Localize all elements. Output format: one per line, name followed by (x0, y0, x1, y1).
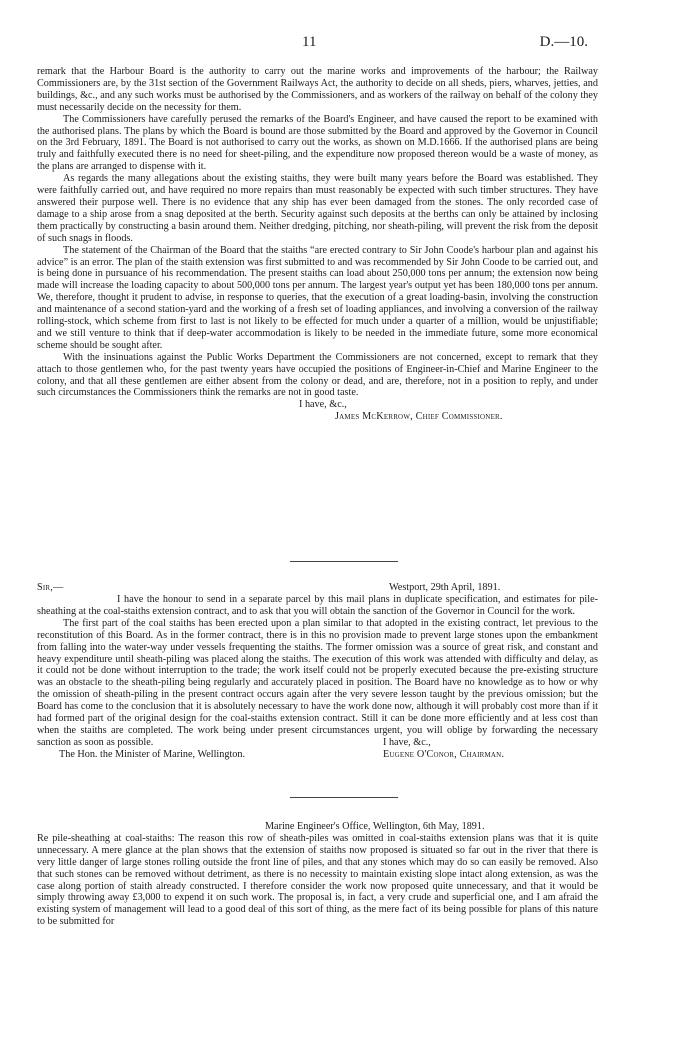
commissioners-letter (37, 66, 598, 423)
paragraph: The statement of the Chairman of the Board that the staiths “are erected contrary to Sir John Coode's harbour plan and against his advice” is an error. The plan of the staith extension was first submitted to and was recommended by Sir John Coode to be carried out, and is being done in pursuance of his recommendation. The present staiths can load about 250,000 tons per annum; the extension now being made will increase the loading capacity to about 500,000 tons per annum. The largest year's output yet has been 180,000 tons per annum. We, therefore, thought it prudent to advise, in response to queries, that the execution of a great loading-basin, involving the construction and maintenance of a second station-yard and the working of a fresh set of loading appliances, and involving a conversion of the railway rolling-stock, which scheme from first to last is not likely to be effected for much under a quarter of a million, would be unjustifiable; and we still venture to think that if deep-water accommodation is likely to be needed in the immediate future, some more economical scheme should be sought after. (37, 244, 598, 351)
closing: I have, &c., (299, 399, 347, 411)
paragraph: remark that the Harbour Board is the authority to carry out the marine works and improvements of the harbour; the Railway Commissioners are, by the 31st section of the Government Railways Act, the authority to decide on all sheds, piers, wharves, jetties, and buildings, &c., and any such works must be authorised by the Commissioners, and as workers of the railway on behalf of the colony they must necessarily decide on the necessity for them. (37, 66, 598, 113)
section-divider (290, 797, 398, 798)
letter-heading-row (37, 582, 598, 594)
engineer-memo (37, 821, 598, 928)
document-reference: D.—10. (539, 34, 588, 50)
paragraph: As regards the many allegations about the existing staiths, they were built many years before the Board was established. They were faithfully carried out, and have required no more repairs than must reasonably be expected with such timber structures. They have answered their purpose well. There is no evidence that any ship has ever been damaged from the stones. The only recorded case of damage to a ship arose from a snag deposited at the berth. Security against such deposits at the berths can only be attained by inclosing them practically by constructing a basin around them. Neither dredging, pitching, nor sheath-piling, will prevent the risk from the deposit of such snags in floods. (37, 173, 598, 244)
chairman-letter (37, 582, 598, 761)
section-divider (290, 561, 398, 562)
page-header (0, 34, 700, 54)
closing: I have, &c., (383, 736, 431, 748)
addressee: The Hon. the Minister of Marine, Wellington. (59, 748, 246, 760)
paragraph: I have the honour to send in a separate parcel by this mail plans in duplicate specification, and estimates for pile-sheathing at the coal-staiths extension contract, and to ask that you will obtain the sanction of the Governor in Council for the work. (37, 594, 598, 617)
paragraph: The Commissioners have carefully perused the remarks of the Board's Engineer, and have caused the report to be examined with the authorised plans. The plans by which the Board is bound are those submitted by the Board and approved by the Governor in Council on the 3rd February, 1891. The Board is not authorised to carry out the works, as shown on M.D.1666. If the authorised plans are being truly and faithfully executed there is no need for sheet-piling, and the expenditure now proposed thereon would be a waste of money, as the plans are arranged to dispense with it. (37, 113, 598, 173)
closing-row (37, 736, 598, 761)
paragraph: With the insinuations against the Public Works Department the Commissioners are not concerned, except to remark that they attach to those gentlemen who, for the past twenty years have occupied the positions of Engineer-in-Chief and Marine Engineer to the colony, and that all these gentlemen are either absent from the colony or dead, and are, therefore, not in a position to reply, and under such circumstances the Commissioners think the remarks are not in good taste. (37, 351, 598, 399)
paragraph: Re pile-sheathing at coal-staiths: The reason this row of sheath-piles was omitted in coal-staiths extension plans was that it is quite unnecessary. A mere glance at the plan shows that the extension of staiths now proposed is situated so far out in the river that there is very little danger of large stones rolling outside the front line of piles, and that any stones which may do so can easily be removed. Also that such stones can be removed without detriment, as there is no necessity to maintain existing slope intact along extension, as was the case along portion of staith already constructed. I therefore consider the work now proposed quite unnecessary, and that it would be simply throwing away £3,000 to expend it on such work. The proposal is, in fact, a very crude and superficial one, and I am afraid the existing system of management will lead to a good deal of this sort of thing, as the mere fact of its being possible for plans of this nature to be submitted for (37, 832, 598, 928)
page-number: 11 (302, 34, 317, 50)
signature: Eugene O'Conor, Chairman. (383, 748, 505, 760)
signature: James McKerrow, Chief Commissioner. (335, 411, 503, 423)
place-date: Westport, 29th April, 1891. (389, 582, 501, 593)
paragraph: The first part of the coal staiths has been erected upon a plan similar to that adopted in the existing contract, let previous to the reconstitution of this Board. As in the former contract, there is in this no provision made to prevent large stones upon the embankment from falling into the water-way under vessels frequenting the staiths. The former omission was a source of great risk, and constant and heavy expenditure until sheath-piling was placed along the staiths. The execution of this work was attended with difficulty and delay, as it could not be done without interruption to the trade; the work itself could not be properly executed because the pre-existing structure was an obstacle to the sheath-piling being regularly and accurately placed in position. The Board have no knowledge as to how or why the omission of sheath-piling in the present contract occurs again after the very severe lesson taught by the previous omission; but the Board has come to the conclusion that it is absolutely necessary to have the work done now, although it will probably cost more than if it had formed part of the original design for the coal-staiths extension contract. Still it can be done more efficiently and at less cost than when the staiths are completed. The work being under present circumstances urgent, you will oblige by forwarding the necessary sanction as soon as possible. (37, 617, 598, 748)
salutation: Sir,— (37, 582, 64, 593)
place-date: Marine Engineer's Office, Wellington, 6th May, 1891. (265, 821, 485, 832)
